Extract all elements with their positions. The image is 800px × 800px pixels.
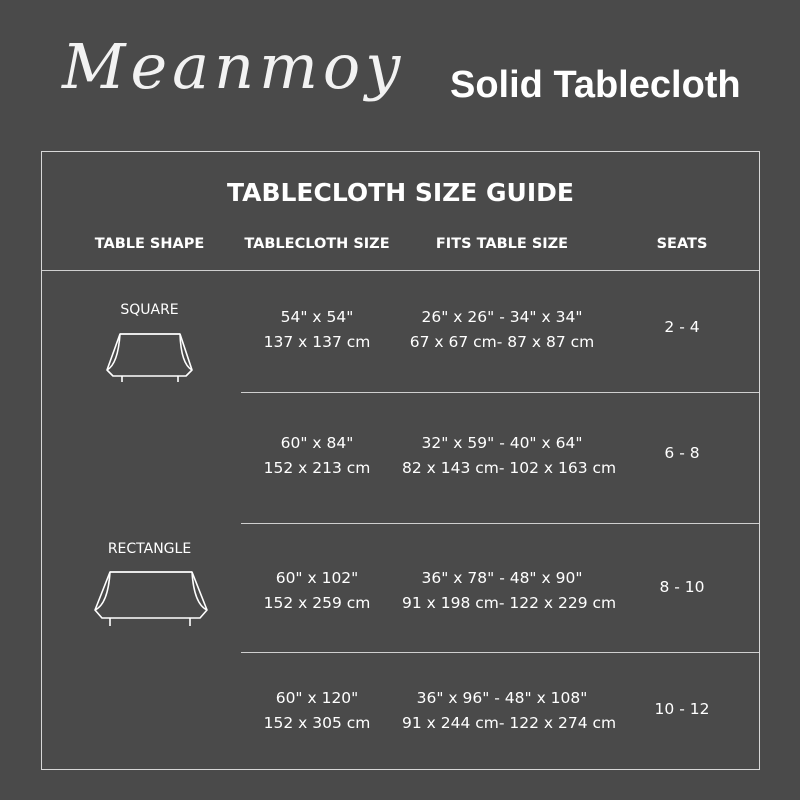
seats-cell: 8 - 10	[659, 578, 705, 596]
tablecloth-size-cell	[237, 566, 397, 616]
shape-label-square: SQUARE	[120, 302, 179, 318]
size-cm: 152 x 259 cm	[263, 594, 371, 612]
product-title: Solid Tablecloth	[450, 64, 741, 106]
fits-cm: 82 x 143 cm- 102 x 163 cm	[402, 459, 617, 477]
size-inches: 54" x 54"	[280, 308, 354, 326]
fits-cm: 67 x 67 cm- 87 x 87 cm	[409, 333, 595, 351]
fits-table-size-cell	[402, 431, 617, 481]
brand-logo: Meanmoy	[62, 30, 406, 103]
square-table-icon	[102, 324, 197, 386]
fits-cm: 91 x 244 cm- 122 x 274 cm	[402, 714, 617, 732]
seats-cell: 10 - 12	[654, 700, 710, 718]
seats-cell: 6 - 8	[664, 444, 700, 462]
rectangle-table-icon	[90, 566, 212, 632]
fits-inches: 36" x 78" - 48" x 90"	[421, 569, 583, 587]
size-inches: 60" x 84"	[280, 434, 354, 452]
fits-table-size-cell	[402, 686, 617, 736]
size-inches: 60" x 102"	[275, 569, 359, 587]
fits-inches: 36" x 96" - 48" x 108"	[416, 689, 588, 707]
header-divider	[42, 270, 759, 271]
header	[0, 0, 800, 150]
row-divider	[241, 523, 759, 524]
fits-table-size-cell	[402, 305, 602, 355]
column-header-fits-table-size: FITS TABLE SIZE	[435, 236, 569, 252]
seats-cell: 2 - 4	[664, 318, 700, 336]
column-header-tablecloth-size: TABLECLOTH SIZE	[244, 236, 390, 252]
row-divider	[241, 652, 759, 653]
fits-inches: 32" x 59" - 40" x 64"	[421, 434, 583, 452]
size-inches: 60" x 120"	[275, 689, 359, 707]
size-cm: 152 x 305 cm	[263, 714, 371, 732]
fits-cm: 91 x 198 cm- 122 x 229 cm	[402, 594, 617, 612]
size-cm: 137 x 137 cm	[263, 333, 371, 351]
shape-label-rectangle: RECTANGLE	[107, 541, 192, 557]
guide-title: TABLECLOTH SIZE GUIDE	[226, 178, 574, 207]
fits-inches: 26" x 26" - 34" x 34"	[421, 308, 583, 326]
fits-table-size-cell	[402, 566, 617, 616]
size-cm: 152 x 213 cm	[263, 459, 371, 477]
row-divider	[241, 392, 759, 393]
tablecloth-size-cell	[237, 305, 397, 355]
size-guide-panel	[41, 151, 760, 770]
tablecloth-size-cell	[237, 686, 397, 736]
tablecloth-size-cell	[237, 431, 397, 481]
column-header-table-shape: TABLE SHAPE	[94, 236, 205, 252]
column-header-seats: SEATS	[656, 236, 708, 252]
